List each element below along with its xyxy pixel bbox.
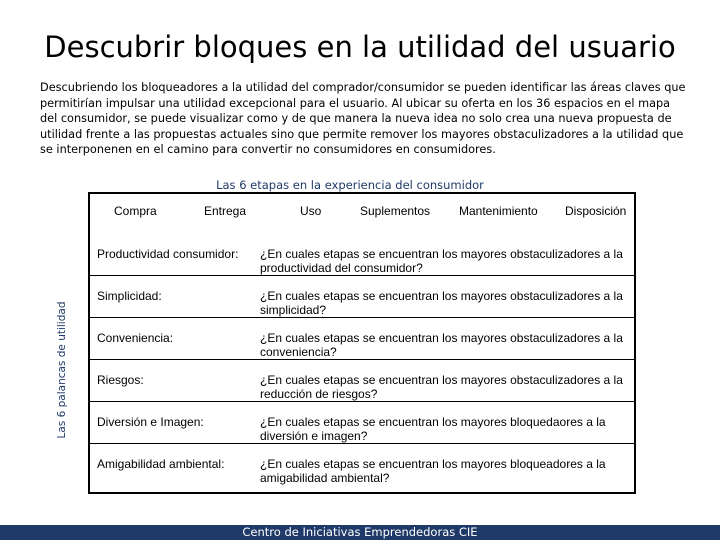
lever-row	[90, 234, 634, 276]
footer-text: Centro de Iniciativas Emprendedoras CIE	[242, 525, 478, 539]
lever-question: ¿En cuales etapas se encuentran los mayores obstaculizadores a la productividad del consumidor?	[260, 247, 623, 275]
lever-label: Conveniencia:	[97, 331, 174, 345]
stage-mantenimiento: Mantenimiento	[459, 204, 538, 218]
lever-row	[90, 360, 634, 402]
stage-suplementos: Suplementos	[360, 204, 431, 218]
lever-label: Simplicidad:	[97, 289, 162, 303]
footer-bar	[0, 525, 720, 540]
lever-question: ¿En cuales etapas se encuentran los mayores obstaculizadores a la reducción de riesgos?	[260, 373, 623, 401]
stage-entrega: Entrega	[204, 204, 247, 218]
lever-row	[90, 402, 634, 444]
utility-matrix	[88, 192, 636, 494]
lever-rows	[90, 234, 634, 485]
lever-row	[90, 276, 634, 318]
lever-question: ¿En cuales etapas se encuentran los mayores obstaculizadores a la conveniencia?	[260, 331, 623, 359]
stage-uso: Uso	[300, 204, 322, 218]
lever-row	[90, 444, 634, 485]
lever-question: ¿En cuales etapas se encuentran los mayores bloquedaores a la diversión e imagen?	[260, 415, 606, 443]
stage-disposicion: Disposición	[565, 204, 627, 218]
lever-label: Diversión e Imagen:	[97, 415, 204, 429]
page-title: Descubrir bloques en la utilidad del usuario	[44, 30, 676, 64]
stage-header	[90, 204, 634, 224]
lever-label: Productividad consumidor:	[97, 247, 239, 261]
matrix-title: Las 6 etapas en la experiencia del consumidor	[216, 178, 484, 192]
matrix-side-label: Las 6 palancas de utilidad	[56, 301, 68, 439]
lever-label: Amigabilidad ambiental:	[97, 457, 225, 471]
lever-label: Riesgos:	[97, 373, 144, 387]
lever-row	[90, 318, 634, 360]
lever-question: ¿En cuales etapas se encuentran los mayores bloqueadores a la amigabilidad ambiental?	[260, 457, 606, 485]
lever-question: ¿En cuales etapas se encuentran los mayores obstaculizadores a la simplicidad?	[260, 289, 623, 317]
intro-paragraph: Descubriendo los bloqueadores a la utilidad del comprador/consumidor se pueden identificar las áreas claves que permitirían impulsar una utilidad excepcional para el usuario. Al ubicar su oferta en los 36 espacios en el mapa del consumidor, se puede visualizar como y de que manera la nueva idea no solo crea una nueva propuesta de utilidad frente a las propuestas actuales sino que permite remover los mayores obstaculizadores a la utilidad que se interponenen en el camino para convertir no consumidores en consumidores.	[40, 81, 686, 156]
stage-compra: Compra	[114, 204, 157, 218]
